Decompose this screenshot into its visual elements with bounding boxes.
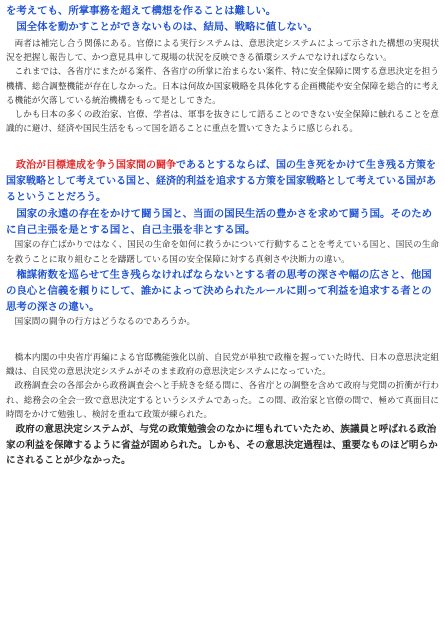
paragraph-question: 国家間の闘争の行方はどうなるのであろうか。 (14, 316, 196, 327)
paragraph-security-avoidance: しかも日本の多くの政治家、官僚、学者は、軍事を抜きにして語ることのできない安全保障に触れることを意識的に避け、経済や国民生活をもって国を語ることに重点を置いてきたように感じられる。 (6, 110, 439, 135)
paragraph-survival-difference: 国家の存亡ばかりではなく、国民の生命を如何に救うかについて行動することを考えている国と、国民の生命を救うことに取り組むことを躊躇している国の安全保障に対する真剣さや決断力の違い。 (6, 240, 439, 265)
paragraph-decision-process: 政府の意思決定システムが、与党の政策勉強会のなかに埋もれていたため、族議員と呼ばれる政治家の利益を保障するように省益が固められた。しかも、その意思決定過程は、重要なものほど明らかにされることが少なかった。 (6, 424, 438, 467)
emphasis-line-1: を考えても、所掌事務を超えて構想を作ることは難しい。 (6, 5, 277, 17)
paragraph-policy-council: 政務調査会の各部会から政務調査会へと手続きを経る間に、各省庁との調整を含めて政府与党間の折衝が行われ、総務会の全会一致で意思決定するというシステムであった。この間、政治家と官僚の間で、極めて真面目に時間をかけて勉強し、検討を重ねて政策が練られた。 (6, 381, 439, 420)
spacer (6, 329, 439, 351)
red-highlight: 政治が目標達成を争う国家間の闘争 (16, 160, 176, 172)
paragraph-complementary: 両者は補完し合う関係にある。官僚による実行システムは、意思決定システムによって示された構想の実現状況を把握し報告して、かつ意見具申して現場の状況を反映できる循環システムでなければならない。 (6, 39, 439, 64)
paragraph-eternal-existence: 国家の永遠の存在をかけて闘う国と、当面の国民生活の豊かさを求めて闘う国。そのために自己主張を是とする国と、自己主張を非とする国。 (6, 208, 433, 237)
paragraph-hashimoto: 橋本内閣の中央省庁再編による官邸機能強化以前、自民党が単独で政権を握っていた時代、日本の意思決定組織は、自民党の意思決定システムがそのまま政府の意思決定システムになっていた。 (6, 353, 439, 378)
emphasis-line-2: 国全体を動かすことができないものは、結局、戦略に値しない。 (16, 21, 318, 33)
paragraph-coordination: これまでは、各省庁にまたがる案件、各省庁の所掌に治まらない案件、特に安全保障に関する意思決定を担う機構、総合調整機能が存在しなかった。日本は何故か国家戦略を具体化する企画機能や安全保障を総合的に考える機能が欠落している統治機構をもって是としてきた。 (6, 67, 439, 106)
paragraph-national-struggle (6, 158, 439, 206)
paragraph-national-struggle-rest: であるとするならば、国の生き死をかけて生き残る方策を国家戦略として考えている国と、経済的利益を追求する方策を国家戦略として考えている国があるということだろう。 (6, 160, 436, 204)
paragraph-thinking-depth: 権謀術数を巡らせて生き残らなければならないとする者の思考の深さや幅の広さと、他国の良心と信義を頼りにして、誰かによって決められたルールに則って利益を追求する者との思考の深さの違い。 (6, 268, 432, 313)
spacer (6, 136, 439, 158)
